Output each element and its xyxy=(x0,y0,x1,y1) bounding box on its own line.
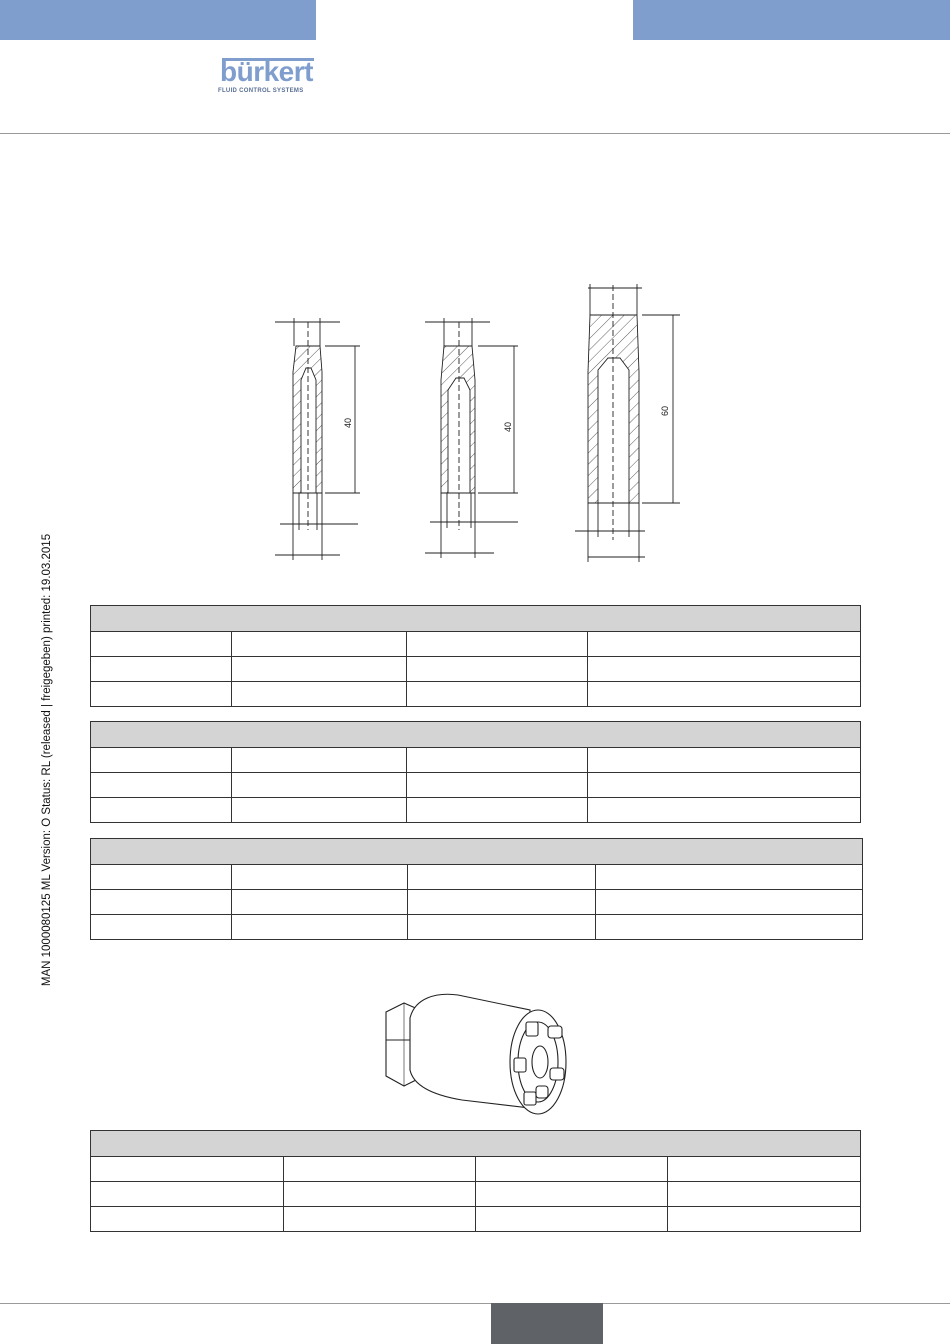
insert-drawing-1 xyxy=(275,318,360,560)
table-row xyxy=(91,748,861,773)
spec-table-4 xyxy=(90,1130,861,1232)
table-3-header xyxy=(91,839,863,865)
table-2-header xyxy=(91,722,861,748)
table-1-header xyxy=(91,606,861,632)
spec-table-1 xyxy=(90,605,861,707)
table-row xyxy=(91,1182,861,1207)
page-number-tab xyxy=(491,1303,603,1344)
table-row xyxy=(91,657,861,682)
logo-name: bürkert xyxy=(220,56,313,87)
spec-table-2 xyxy=(90,721,861,823)
footer-rule xyxy=(0,1303,950,1304)
table-row xyxy=(91,865,863,890)
insert-drawing-3 xyxy=(575,284,680,562)
table-row xyxy=(91,798,861,823)
insert-drawing-2 xyxy=(425,318,518,558)
table-row xyxy=(91,632,861,657)
table-4-header xyxy=(91,1131,861,1157)
table-row xyxy=(91,890,863,915)
table-row xyxy=(91,773,861,798)
document-status-note: MAN 1000080125 ML Version: O Status: RL (released | freigegeben) printed: 19.03.2015 xyxy=(41,533,53,987)
spec-table-3 xyxy=(90,838,863,940)
dim-label-1: 40 xyxy=(343,417,353,428)
logo-tagline: FLUID CONTROL SYSTEMS xyxy=(218,88,304,94)
table-row xyxy=(91,915,863,940)
dim-label-3: 60 xyxy=(660,405,670,416)
table-row xyxy=(91,682,861,707)
tool-pins xyxy=(514,1022,564,1105)
technical-drawings xyxy=(0,0,950,600)
table-row xyxy=(91,1157,861,1182)
table-row xyxy=(91,1207,861,1232)
dim-label-2: 40 xyxy=(503,421,513,432)
